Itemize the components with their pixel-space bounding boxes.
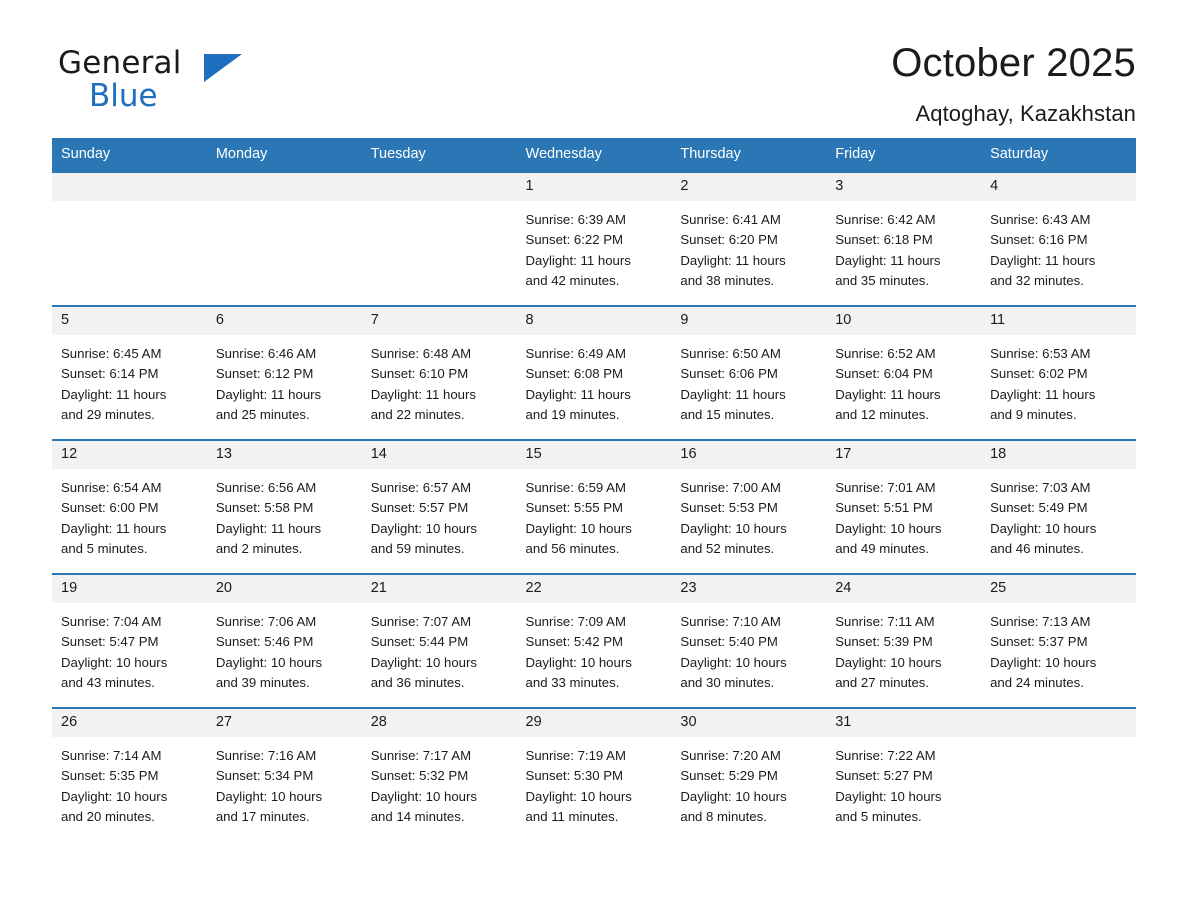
day-cell-content xyxy=(207,707,362,841)
calendar-day-cell xyxy=(52,171,207,305)
day-number: 10 xyxy=(826,307,981,335)
day-number: 30 xyxy=(671,709,826,737)
day-detail-line: Daylight: 11 hours xyxy=(370,386,476,402)
weekday-header-monday: Monday xyxy=(207,138,362,171)
day-details xyxy=(826,335,981,426)
day-details xyxy=(52,335,207,426)
day-detail-line: Daylight: 11 hours xyxy=(525,252,631,268)
calendar-day-cell xyxy=(826,305,981,439)
day-cell-content xyxy=(671,573,826,707)
day-cell-content xyxy=(826,573,981,707)
day-number: 24 xyxy=(826,575,981,603)
day-detail-line: and 8 minutes. xyxy=(680,809,767,825)
calendar-day-cell xyxy=(362,305,517,439)
day-detail-line: Sunrise: 6:53 AM xyxy=(990,346,1091,361)
day-cell-content xyxy=(362,573,517,707)
day-detail-line: and 5 minutes. xyxy=(61,541,148,557)
day-detail-line: Sunset: 5:34 PM xyxy=(215,768,314,784)
day-detail-line: Daylight: 10 hours xyxy=(215,788,323,804)
day-cell-content xyxy=(671,439,826,573)
day-detail-line: Daylight: 10 hours xyxy=(990,520,1097,536)
day-detail-line: Sunset: 6:22 PM xyxy=(525,232,624,248)
day-detail-line: and 20 minutes. xyxy=(61,809,155,825)
day-detail-line: Daylight: 11 hours xyxy=(835,386,941,402)
day-number xyxy=(981,709,1136,737)
calendar-day-cell xyxy=(362,707,517,841)
day-detail-line: and 11 minutes. xyxy=(525,809,619,825)
day-number: 23 xyxy=(671,575,826,603)
day-number: 14 xyxy=(362,441,517,469)
calendar-body xyxy=(52,171,1136,841)
day-detail-line: and 12 minutes. xyxy=(835,407,930,423)
weekday-header-saturday: Saturday xyxy=(981,138,1136,171)
month-calendar xyxy=(52,138,1136,841)
calendar-day-cell xyxy=(981,707,1136,841)
day-detail-line: Sunset: 5:49 PM xyxy=(990,500,1088,516)
day-number: 13 xyxy=(207,441,362,469)
logo-text-blue: Blue xyxy=(89,78,158,114)
day-detail-line: Sunrise: 6:49 AM xyxy=(525,346,626,361)
logo-triangle-icon xyxy=(204,54,242,82)
calendar-day-cell xyxy=(517,305,672,439)
calendar-day-cell xyxy=(207,305,362,439)
day-detail-line: and 43 minutes. xyxy=(61,675,155,691)
day-detail-line: Daylight: 10 hours xyxy=(835,520,942,536)
page-title: October 2025 xyxy=(891,41,1136,85)
day-number: 12 xyxy=(52,441,207,469)
calendar-day-cell xyxy=(517,707,672,841)
weekday-header-wednesday: Wednesday xyxy=(517,138,672,171)
day-details xyxy=(826,737,981,828)
day-number xyxy=(207,173,362,201)
day-number: 4 xyxy=(981,173,1136,201)
day-number: 22 xyxy=(517,575,672,603)
day-cell-content xyxy=(52,305,207,439)
day-cell-content xyxy=(826,707,981,841)
day-detail-line: Daylight: 10 hours xyxy=(61,654,168,670)
day-cell-content xyxy=(362,707,517,841)
day-detail-line: Sunrise: 6:46 AM xyxy=(215,346,317,361)
day-detail-line: Sunrise: 7:13 AM xyxy=(990,614,1091,629)
day-detail-line: Sunset: 5:32 PM xyxy=(370,768,469,784)
calendar-day-cell xyxy=(671,171,826,305)
day-details xyxy=(52,737,207,828)
day-detail-line: Sunset: 6:18 PM xyxy=(835,232,933,248)
calendar-day-cell xyxy=(981,171,1136,305)
day-cell-content xyxy=(981,573,1136,707)
day-number: 7 xyxy=(362,307,517,335)
day-detail-line: and 32 minutes. xyxy=(990,273,1084,289)
day-cell-empty xyxy=(981,707,1136,841)
day-detail-line: and 36 minutes. xyxy=(370,675,465,691)
calendar-day-cell xyxy=(671,439,826,573)
day-details xyxy=(826,469,981,560)
day-detail-line: Sunrise: 6:54 AM xyxy=(61,480,162,495)
day-detail-line: Sunrise: 7:03 AM xyxy=(990,480,1091,495)
day-detail-line: Sunset: 6:06 PM xyxy=(680,366,778,382)
day-details xyxy=(517,737,672,828)
day-detail-line: and 38 minutes. xyxy=(680,273,775,289)
day-cell-content xyxy=(981,439,1136,573)
day-cell-content xyxy=(517,707,672,841)
day-detail-line: Sunset: 6:12 PM xyxy=(215,366,314,382)
day-detail-line: Sunrise: 6:43 AM xyxy=(990,212,1091,227)
day-detail-line: and 49 minutes. xyxy=(835,541,930,557)
day-cell-content xyxy=(517,573,672,707)
calendar-day-cell xyxy=(981,305,1136,439)
day-detail-line: and 22 minutes. xyxy=(370,407,465,423)
calendar-day-cell xyxy=(826,573,981,707)
day-detail-line: Sunset: 5:30 PM xyxy=(525,768,624,784)
day-detail-line: and 39 minutes. xyxy=(215,675,310,691)
calendar-day-cell xyxy=(52,573,207,707)
day-cell-empty xyxy=(52,171,207,305)
day-cell-content xyxy=(207,573,362,707)
weekday-header-friday: Friday xyxy=(826,138,981,171)
day-detail-line: Sunrise: 7:09 AM xyxy=(525,614,626,629)
day-detail-line: Daylight: 10 hours xyxy=(525,520,632,536)
day-detail-line: Sunrise: 7:00 AM xyxy=(680,480,781,495)
day-detail-line: Sunset: 6:20 PM xyxy=(680,232,778,248)
day-detail-line: Daylight: 10 hours xyxy=(835,788,942,804)
day-detail-line: Daylight: 10 hours xyxy=(525,788,632,804)
day-cell-content xyxy=(826,305,981,439)
day-detail-line: Sunrise: 7:17 AM xyxy=(370,748,472,763)
day-details xyxy=(207,469,362,560)
day-number: 8 xyxy=(517,307,672,335)
day-detail-line: Sunset: 6:08 PM xyxy=(525,366,624,382)
day-detail-line: Sunset: 6:14 PM xyxy=(61,366,159,382)
day-number xyxy=(362,173,517,201)
day-detail-line: Sunrise: 6:48 AM xyxy=(370,346,472,361)
calendar-day-cell xyxy=(671,573,826,707)
calendar-day-cell xyxy=(207,707,362,841)
calendar-week-row xyxy=(52,305,1136,439)
day-number: 26 xyxy=(52,709,207,737)
day-detail-line: Daylight: 10 hours xyxy=(680,654,787,670)
calendar-day-cell xyxy=(207,573,362,707)
day-detail-line: and 29 minutes. xyxy=(61,407,155,423)
day-cell-content xyxy=(517,439,672,573)
day-detail-line: and 24 minutes. xyxy=(990,675,1084,691)
day-detail-line: Sunset: 5:55 PM xyxy=(525,500,624,516)
day-detail-line: Daylight: 11 hours xyxy=(835,252,941,268)
day-details xyxy=(981,603,1136,694)
calendar-day-cell xyxy=(362,171,517,305)
day-number: 11 xyxy=(981,307,1136,335)
day-detail-line: and 2 minutes. xyxy=(215,541,303,557)
day-details xyxy=(517,335,672,426)
day-detail-line: Daylight: 11 hours xyxy=(680,252,786,268)
day-detail-line: Daylight: 11 hours xyxy=(215,386,322,402)
day-detail-line: Sunrise: 6:56 AM xyxy=(215,480,317,495)
day-number: 1 xyxy=(517,173,672,201)
day-detail-line: and 27 minutes. xyxy=(835,675,930,691)
day-detail-line: Sunset: 6:02 PM xyxy=(990,366,1088,382)
day-number: 31 xyxy=(826,709,981,737)
day-cell-content xyxy=(52,439,207,573)
day-detail-line: Daylight: 11 hours xyxy=(990,252,1096,268)
day-details xyxy=(826,201,981,292)
day-detail-line: Sunset: 6:10 PM xyxy=(370,366,469,382)
day-detail-line: Sunset: 5:51 PM xyxy=(835,500,933,516)
day-cell-content xyxy=(517,305,672,439)
day-detail-line: and 9 minutes. xyxy=(990,407,1077,423)
day-number: 21 xyxy=(362,575,517,603)
day-detail-line: Sunrise: 7:06 AM xyxy=(215,614,317,629)
calendar-day-cell xyxy=(517,573,672,707)
day-detail-line: Sunrise: 6:45 AM xyxy=(61,346,162,361)
day-detail-line: Sunset: 5:53 PM xyxy=(680,500,778,516)
day-number: 27 xyxy=(207,709,362,737)
day-details xyxy=(981,335,1136,426)
day-detail-line: and 56 minutes. xyxy=(525,541,620,557)
day-detail-line: Daylight: 10 hours xyxy=(990,654,1097,670)
location-subtitle: Aqtoghay, Kazakhstan xyxy=(915,101,1136,126)
day-detail-line: Sunset: 5:58 PM xyxy=(215,500,314,516)
calendar-week-row xyxy=(52,439,1136,573)
day-detail-line: Sunset: 5:37 PM xyxy=(990,634,1088,650)
calendar-day-cell xyxy=(981,573,1136,707)
day-detail-line: Sunrise: 7:10 AM xyxy=(680,614,781,629)
day-detail-line: Daylight: 10 hours xyxy=(525,654,632,670)
weekday-header-row xyxy=(52,138,1136,171)
day-detail-line: Daylight: 11 hours xyxy=(61,386,167,402)
day-cell-content xyxy=(671,305,826,439)
calendar-day-cell xyxy=(207,439,362,573)
day-number: 15 xyxy=(517,441,672,469)
page-header xyxy=(52,0,1136,126)
day-detail-line: Sunset: 5:39 PM xyxy=(835,634,933,650)
day-detail-line: and 14 minutes. xyxy=(370,809,465,825)
day-number: 18 xyxy=(981,441,1136,469)
day-details xyxy=(517,469,672,560)
day-details xyxy=(362,469,517,560)
day-details xyxy=(671,335,826,426)
day-detail-line: Sunrise: 6:52 AM xyxy=(835,346,936,361)
day-detail-line: and 19 minutes. xyxy=(525,407,620,423)
calendar-day-cell xyxy=(52,439,207,573)
day-details xyxy=(981,201,1136,292)
day-details xyxy=(207,603,362,694)
calendar-day-cell xyxy=(671,707,826,841)
day-number xyxy=(52,173,207,201)
day-detail-line: and 15 minutes. xyxy=(680,407,775,423)
calendar-day-cell xyxy=(52,305,207,439)
day-cell-content xyxy=(52,707,207,841)
day-detail-line: Sunset: 5:27 PM xyxy=(835,768,933,784)
day-detail-line: and 42 minutes. xyxy=(525,273,620,289)
day-number: 5 xyxy=(52,307,207,335)
day-cell-content xyxy=(671,171,826,305)
day-detail-line: Daylight: 10 hours xyxy=(370,520,477,536)
day-detail-line: and 52 minutes. xyxy=(680,541,775,557)
day-detail-line: Daylight: 10 hours xyxy=(215,654,323,670)
day-details xyxy=(362,603,517,694)
day-cell-content xyxy=(981,171,1136,305)
day-detail-line: and 46 minutes. xyxy=(990,541,1084,557)
day-detail-line: Sunset: 5:35 PM xyxy=(61,768,159,784)
calendar-day-cell xyxy=(362,573,517,707)
day-details xyxy=(671,201,826,292)
day-detail-line: Sunrise: 7:14 AM xyxy=(61,748,162,763)
day-cell-empty xyxy=(362,171,517,305)
day-detail-line: Daylight: 10 hours xyxy=(835,654,942,670)
day-detail-line: Daylight: 11 hours xyxy=(525,386,631,402)
day-detail-line: Sunrise: 6:57 AM xyxy=(370,480,472,495)
day-cell-content xyxy=(826,171,981,305)
day-cell-content xyxy=(826,439,981,573)
day-details xyxy=(362,335,517,426)
day-detail-line: Sunrise: 7:01 AM xyxy=(835,480,936,495)
calendar-day-cell xyxy=(826,707,981,841)
day-cell-content xyxy=(52,573,207,707)
day-details xyxy=(517,603,672,694)
day-detail-line: Sunset: 5:46 PM xyxy=(215,634,314,650)
day-number: 16 xyxy=(671,441,826,469)
day-detail-line: and 30 minutes. xyxy=(680,675,775,691)
day-number: 25 xyxy=(981,575,1136,603)
day-detail-line: Sunrise: 6:41 AM xyxy=(680,212,781,227)
day-cell-content xyxy=(362,305,517,439)
day-detail-line: Sunrise: 7:20 AM xyxy=(680,748,781,763)
day-number: 28 xyxy=(362,709,517,737)
day-detail-line: Sunset: 5:44 PM xyxy=(370,634,469,650)
day-number: 19 xyxy=(52,575,207,603)
day-detail-line: Daylight: 11 hours xyxy=(61,520,167,536)
day-detail-line: Sunset: 5:47 PM xyxy=(61,634,159,650)
day-cell-content xyxy=(207,305,362,439)
weekday-header-thursday: Thursday xyxy=(671,138,826,171)
day-details xyxy=(52,469,207,560)
calendar-week-row xyxy=(52,573,1136,707)
day-detail-line: and 17 minutes. xyxy=(215,809,310,825)
day-detail-line: and 25 minutes. xyxy=(215,407,310,423)
day-detail-line: Sunset: 6:16 PM xyxy=(990,232,1088,248)
calendar-day-cell xyxy=(207,171,362,305)
day-detail-line: Sunset: 5:29 PM xyxy=(680,768,778,784)
day-detail-line: and 59 minutes. xyxy=(370,541,465,557)
calendar-week-row xyxy=(52,171,1136,305)
calendar-day-cell xyxy=(671,305,826,439)
day-number: 2 xyxy=(671,173,826,201)
day-detail-line: Daylight: 10 hours xyxy=(370,788,477,804)
day-details xyxy=(826,603,981,694)
calendar-day-cell xyxy=(826,439,981,573)
day-detail-line: Sunrise: 6:42 AM xyxy=(835,212,936,227)
weekday-header-tuesday: Tuesday xyxy=(362,138,517,171)
day-detail-line: Daylight: 11 hours xyxy=(680,386,786,402)
calendar-day-cell xyxy=(517,171,672,305)
day-details xyxy=(207,335,362,426)
day-detail-line: Daylight: 11 hours xyxy=(215,520,322,536)
day-detail-line: Sunrise: 7:07 AM xyxy=(370,614,472,629)
day-detail-line: Sunrise: 7:22 AM xyxy=(835,748,936,763)
day-detail-line: Sunrise: 7:19 AM xyxy=(525,748,626,763)
day-details xyxy=(207,737,362,828)
day-detail-line: and 5 minutes. xyxy=(835,809,922,825)
day-detail-line: Sunrise: 7:04 AM xyxy=(61,614,162,629)
day-details xyxy=(52,603,207,694)
day-number: 6 xyxy=(207,307,362,335)
day-number: 20 xyxy=(207,575,362,603)
day-detail-line: Sunset: 5:57 PM xyxy=(370,500,469,516)
day-detail-line: Sunrise: 6:59 AM xyxy=(525,480,626,495)
calendar-day-cell xyxy=(826,171,981,305)
calendar-day-cell xyxy=(52,707,207,841)
day-cell-content xyxy=(207,439,362,573)
day-detail-line: Sunrise: 7:11 AM xyxy=(835,614,935,629)
calendar-day-cell xyxy=(517,439,672,573)
day-detail-line: Daylight: 10 hours xyxy=(680,520,787,536)
calendar-day-cell xyxy=(981,439,1136,573)
day-details xyxy=(362,737,517,828)
day-detail-line: Sunset: 6:04 PM xyxy=(835,366,933,382)
day-number: 17 xyxy=(826,441,981,469)
day-cell-empty xyxy=(207,171,362,305)
day-detail-line: Sunrise: 7:16 AM xyxy=(215,748,317,763)
calendar-day-cell xyxy=(362,439,517,573)
day-cell-content xyxy=(362,439,517,573)
weekday-header-sunday: Sunday xyxy=(52,138,207,171)
day-detail-line: Daylight: 10 hours xyxy=(370,654,477,670)
day-details xyxy=(671,603,826,694)
day-number: 3 xyxy=(826,173,981,201)
day-details xyxy=(517,201,672,292)
day-cell-content xyxy=(981,305,1136,439)
day-number: 9 xyxy=(671,307,826,335)
day-cell-content xyxy=(517,171,672,305)
day-detail-line: Sunrise: 6:39 AM xyxy=(525,212,626,227)
day-detail-line: Daylight: 10 hours xyxy=(680,788,787,804)
day-details xyxy=(671,469,826,560)
day-detail-line: Sunset: 5:40 PM xyxy=(680,634,778,650)
day-detail-line: Sunrise: 6:50 AM xyxy=(680,346,781,361)
day-detail-line: and 33 minutes. xyxy=(525,675,620,691)
day-detail-line: Daylight: 10 hours xyxy=(61,788,168,804)
day-cell-content xyxy=(671,707,826,841)
day-detail-line: and 35 minutes. xyxy=(835,273,930,289)
day-detail-line: Sunset: 6:00 PM xyxy=(61,500,159,516)
general-blue-logo xyxy=(58,45,258,120)
logo-text-general: General xyxy=(58,45,182,81)
day-details xyxy=(671,737,826,828)
day-details xyxy=(981,469,1136,560)
day-detail-line: Daylight: 11 hours xyxy=(990,386,1096,402)
calendar-week-row xyxy=(52,707,1136,841)
day-detail-line: Sunset: 5:42 PM xyxy=(525,634,624,650)
day-number: 29 xyxy=(517,709,672,737)
